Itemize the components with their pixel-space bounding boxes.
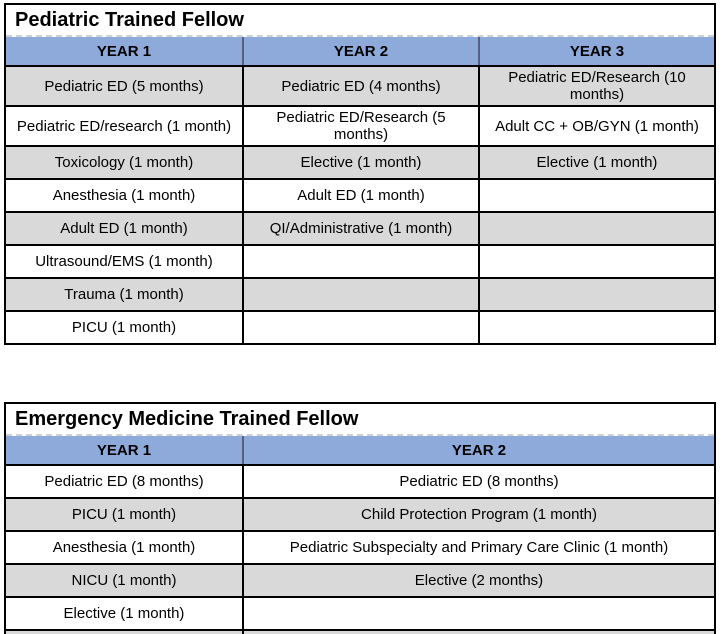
year-1-header: YEAR 1	[96, 441, 152, 459]
schedule-cell	[478, 213, 714, 244]
em-table-title: Emergency Medicine Trained Fellow	[6, 404, 714, 436]
schedule-cell: Elective (2 months)	[242, 565, 714, 596]
schedule-cell: NICU (1 month)	[71, 572, 177, 589]
schedule-cell: Toxicology (1 month)	[54, 154, 194, 171]
schedule-cell: PICU (1 month)	[71, 506, 177, 523]
table-row	[6, 497, 714, 530]
schedule-cell: Anesthesia (1 month)	[52, 539, 196, 556]
table-row	[6, 530, 714, 563]
schedule-cell: Adult ED (1 month)	[60, 220, 188, 237]
schedule-cell: Pediatric Subspecialty and Primary Care Clinic (1 month)	[242, 532, 714, 563]
table-row	[6, 244, 714, 277]
schedule-cell: Trauma (1 month)	[64, 286, 184, 303]
schedule-cell: Anesthesia (1 month)	[52, 187, 196, 204]
table-row	[6, 105, 714, 145]
table-row	[6, 464, 714, 497]
year-1-header: YEAR 1	[96, 42, 152, 60]
schedule-cell: Elective (1 month)	[478, 147, 714, 178]
schedule-cell: Adult ED (1 month)	[242, 180, 478, 211]
pediatric-table-title: Pediatric Trained Fellow	[6, 5, 714, 37]
table-row	[6, 211, 714, 244]
schedule-cell	[242, 598, 714, 629]
pediatric-fellow-table	[4, 3, 716, 345]
schedule-cell: Adult CC + OB/GYN (1 month)	[478, 107, 714, 145]
schedule-cell: Elective (1 month)	[242, 147, 478, 178]
pediatric-table-header-row	[6, 37, 714, 65]
schedule-cell	[242, 279, 478, 310]
em-table-header-row	[6, 436, 714, 464]
schedule-cell: Pediatric ED/Research (10 months)	[478, 67, 714, 105]
schedule-cell: QI/Administrative (1 month)	[242, 213, 478, 244]
schedule-cell: PICU (1 month)	[71, 319, 177, 336]
table-row	[6, 178, 714, 211]
schedule-cell	[242, 246, 478, 277]
schedule-cell: Ultrasound/EMS (1 month)	[35, 253, 213, 270]
table-row	[6, 596, 714, 629]
table-row	[6, 277, 714, 310]
table-row	[6, 145, 714, 178]
schedule-cell: Pediatric ED (5 months)	[44, 77, 204, 95]
schedule-cell: Pediatric ED/research (1 month)	[16, 117, 232, 135]
emergency-medicine-fellow-table	[4, 402, 716, 634]
year-2-header: YEAR 2	[242, 37, 478, 65]
schedule-cell: Pediatric ED (8 months)	[44, 473, 204, 490]
schedule-cell: Child Protection Program (1 month)	[242, 499, 714, 530]
schedule-cell	[242, 312, 478, 343]
schedule-cell: Pediatric ED (8 months)	[242, 466, 714, 497]
year-3-header: YEAR 3	[478, 37, 714, 65]
table-row	[6, 310, 714, 343]
schedule-cell	[478, 312, 714, 343]
schedule-cell: Elective (1 month)	[63, 605, 185, 622]
schedule-cell: Pediatric ED (4 months)	[242, 67, 478, 105]
year-2-header: YEAR 2	[242, 436, 714, 464]
table-row	[6, 563, 714, 596]
table-row-partial	[6, 629, 714, 634]
schedule-cell: Pediatric ED/Research (5 months)	[242, 107, 478, 145]
table-row	[6, 65, 714, 105]
schedule-cell	[478, 246, 714, 277]
schedule-cell	[478, 180, 714, 211]
schedule-cell	[478, 279, 714, 310]
